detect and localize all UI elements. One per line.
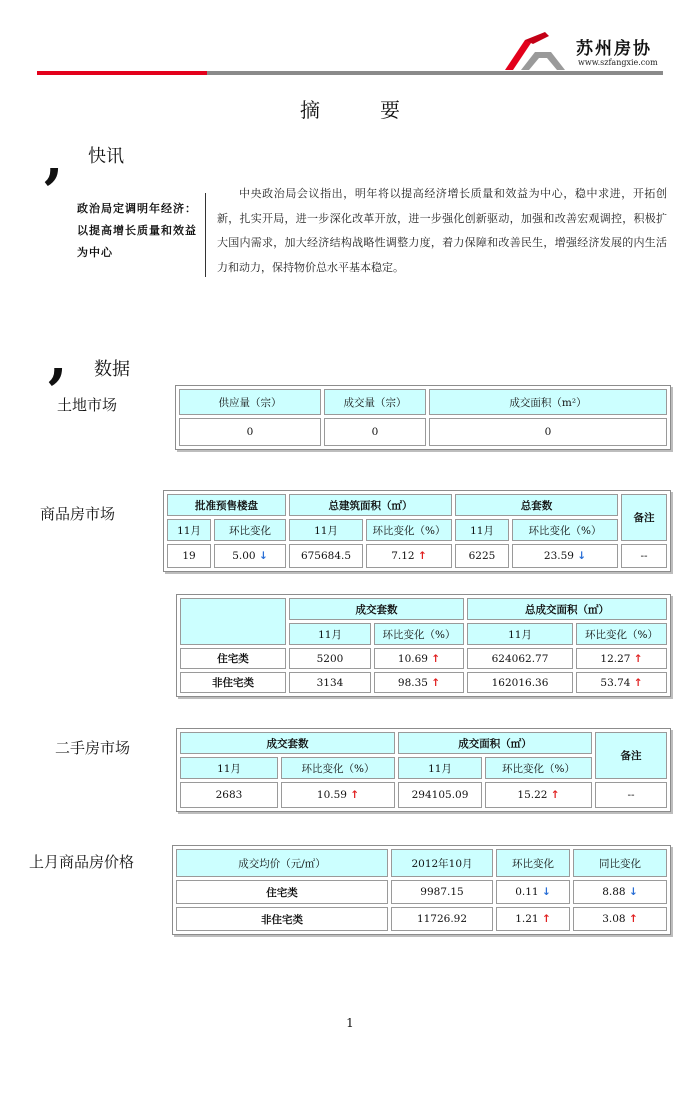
news-divider: [205, 193, 206, 277]
arrow-up-icon: ↑: [541, 913, 551, 925]
commercial-header-note: 备注: [621, 494, 667, 541]
resale-note-value: --: [595, 782, 667, 808]
page-number: 1: [346, 1016, 354, 1030]
commercial-presale-value: 19: [167, 544, 211, 568]
price-mom: 1.21 ↑: [496, 907, 570, 931]
arrow-up-icon: ↑: [417, 550, 427, 562]
resale-units-change: 10.59 ↑: [281, 782, 395, 808]
commercial-area-value: 675684.5: [289, 544, 363, 568]
deals-area-value: 624062.77: [467, 648, 573, 669]
arrow-down-icon: ↓: [258, 550, 268, 562]
resale-header-area: 成交面积（㎡）: [398, 732, 592, 754]
arrow-up-icon: ↑: [550, 789, 560, 801]
arrow-down-icon: ↓: [577, 550, 587, 562]
resale-area-value: 294105.09: [398, 782, 482, 808]
price-header-mom: 环比变化: [496, 849, 570, 877]
commercial-units-value: 6225: [455, 544, 509, 568]
deals-row-label: 非住宅类: [180, 672, 286, 693]
resale-sub-change: 环比变化（%）: [281, 757, 395, 779]
data-section-title: 数据: [94, 359, 130, 380]
commercial-market-label: 商品房市场: [40, 505, 116, 523]
header-rule-red: [37, 71, 207, 75]
commercial-presale-change: 5.00 ↓: [214, 544, 286, 568]
deals-units-change: 98.35 ↑: [374, 672, 464, 693]
commercial-area-change: 7.12 ↑: [366, 544, 452, 568]
resale-area-change: 15.22 ↑: [485, 782, 592, 808]
land-header-supply: 供应量（宗）: [179, 389, 321, 415]
deals-area-change: 53.74 ↑: [576, 672, 667, 693]
arrow-up-icon: ↑: [431, 676, 441, 689]
arrow-down-icon: ↓: [541, 886, 551, 898]
brand-name: 苏州房协: [576, 39, 652, 59]
deals-table: [176, 594, 671, 697]
header-rule-gray: [207, 71, 663, 75]
price-yoy: 8.88 ↓: [573, 880, 667, 904]
deals-units-value: 3134: [289, 672, 371, 693]
price-header-avg: 成交均价（元/㎡）: [176, 849, 388, 877]
deals-row-label: 住宅类: [180, 648, 286, 669]
price-row-label: 非住宅类: [176, 907, 388, 931]
arrow-up-icon: ↑: [350, 789, 360, 801]
commercial-sub-change: 环比变化: [214, 519, 286, 541]
commercial-sub-change-pct: 环比变化（%）: [366, 519, 452, 541]
price-label: 上月商品房价格: [29, 853, 135, 871]
news-section-title: 快讯: [88, 146, 124, 167]
arrow-up-icon: ↑: [633, 676, 643, 689]
deals-header-area: 总成交面积（㎡）: [467, 598, 667, 620]
deals-sub-month: 11月: [467, 623, 573, 645]
arrow-up-icon: ↑: [431, 652, 441, 665]
land-value-supply: 0: [179, 418, 321, 446]
land-value-deals: 0: [324, 418, 426, 446]
commercial-sub-change-pct: 环比变化（%）: [512, 519, 618, 541]
resale-header-units: 成交套数: [180, 732, 395, 754]
arrow-up-icon: ↑: [633, 652, 643, 665]
deals-area-value: 162016.36: [467, 672, 573, 693]
commercial-header-area: 总建筑面积（㎡）: [289, 494, 452, 516]
resale-market-label: 二手房市场: [55, 739, 131, 757]
land-value-area: 0: [429, 418, 667, 446]
commercial-sub-month: 11月: [289, 519, 363, 541]
commercial-header-presale: 批准预售楼盘: [167, 494, 286, 516]
brand-url: www.szfangxie.com: [578, 58, 658, 67]
deals-corner-cell: [180, 598, 286, 645]
price-header-month: 2012年10月: [391, 849, 493, 877]
price-header-yoy: 同比变化: [573, 849, 667, 877]
price-row-label: 住宅类: [176, 880, 388, 904]
news-section-mark-icon: ,: [44, 125, 64, 191]
price-yoy: 3.08 ↑: [573, 907, 667, 931]
header: [0, 0, 700, 80]
deals-sub-change: 环比变化（%）: [374, 623, 464, 645]
arrow-down-icon: ↓: [628, 886, 638, 898]
commercial-sub-month: 11月: [167, 519, 211, 541]
logo-pen-icon: [503, 30, 575, 72]
news-body: 中央政治局会议指出，明年将以提高经济增长质量和效益为中心，稳中求进，开拓创新，扎实开局，进一步深化改革开放，进一步强化创新驱动，加强和改善宏观调控，积极扩大国内需求，加大经济结构战略性调整力度，着力保障和改善民生，增强经济发展的内生活力和动力，保持物价总水平基本稳定。: [217, 187, 667, 274]
page-title: 摘 要: [300, 98, 400, 122]
commercial-note-value: --: [621, 544, 667, 568]
data-section-mark-icon: ,: [48, 325, 68, 391]
commercial-market-table: [163, 490, 671, 572]
resale-market-table: [176, 728, 671, 812]
arrow-up-icon: ↑: [628, 913, 638, 925]
deals-area-change: 12.27 ↑: [576, 648, 667, 669]
price-mom: 0.11 ↓: [496, 880, 570, 904]
deals-header-units: 成交套数: [289, 598, 464, 620]
resale-sub-month: 11月: [180, 757, 278, 779]
price-table: [172, 845, 671, 935]
deals-units-value: 5200: [289, 648, 371, 669]
deals-sub-month: 11月: [289, 623, 371, 645]
resale-sub-change: 环比变化（%）: [485, 757, 592, 779]
resale-units-value: 2683: [180, 782, 278, 808]
commercial-sub-month: 11月: [455, 519, 509, 541]
land-market-table: [175, 385, 671, 450]
price-value: 9987.15: [391, 880, 493, 904]
land-market-label: 土地市场: [57, 396, 118, 414]
resale-sub-month: 11月: [398, 757, 482, 779]
price-value: 11726.92: [391, 907, 493, 931]
land-header-deals: 成交量（宗）: [324, 389, 426, 415]
deals-sub-change: 环比变化（%）: [576, 623, 667, 645]
deals-units-change: 10.69 ↑: [374, 648, 464, 669]
commercial-units-change: 23.59 ↓: [512, 544, 618, 568]
resale-header-note: 备注: [595, 732, 667, 779]
news-headline: 政治局定调明年经济：以提高增长质量和效益为中心: [77, 202, 197, 259]
commercial-header-units: 总套数: [455, 494, 618, 516]
land-header-area: 成交面积（m²）: [429, 389, 667, 415]
